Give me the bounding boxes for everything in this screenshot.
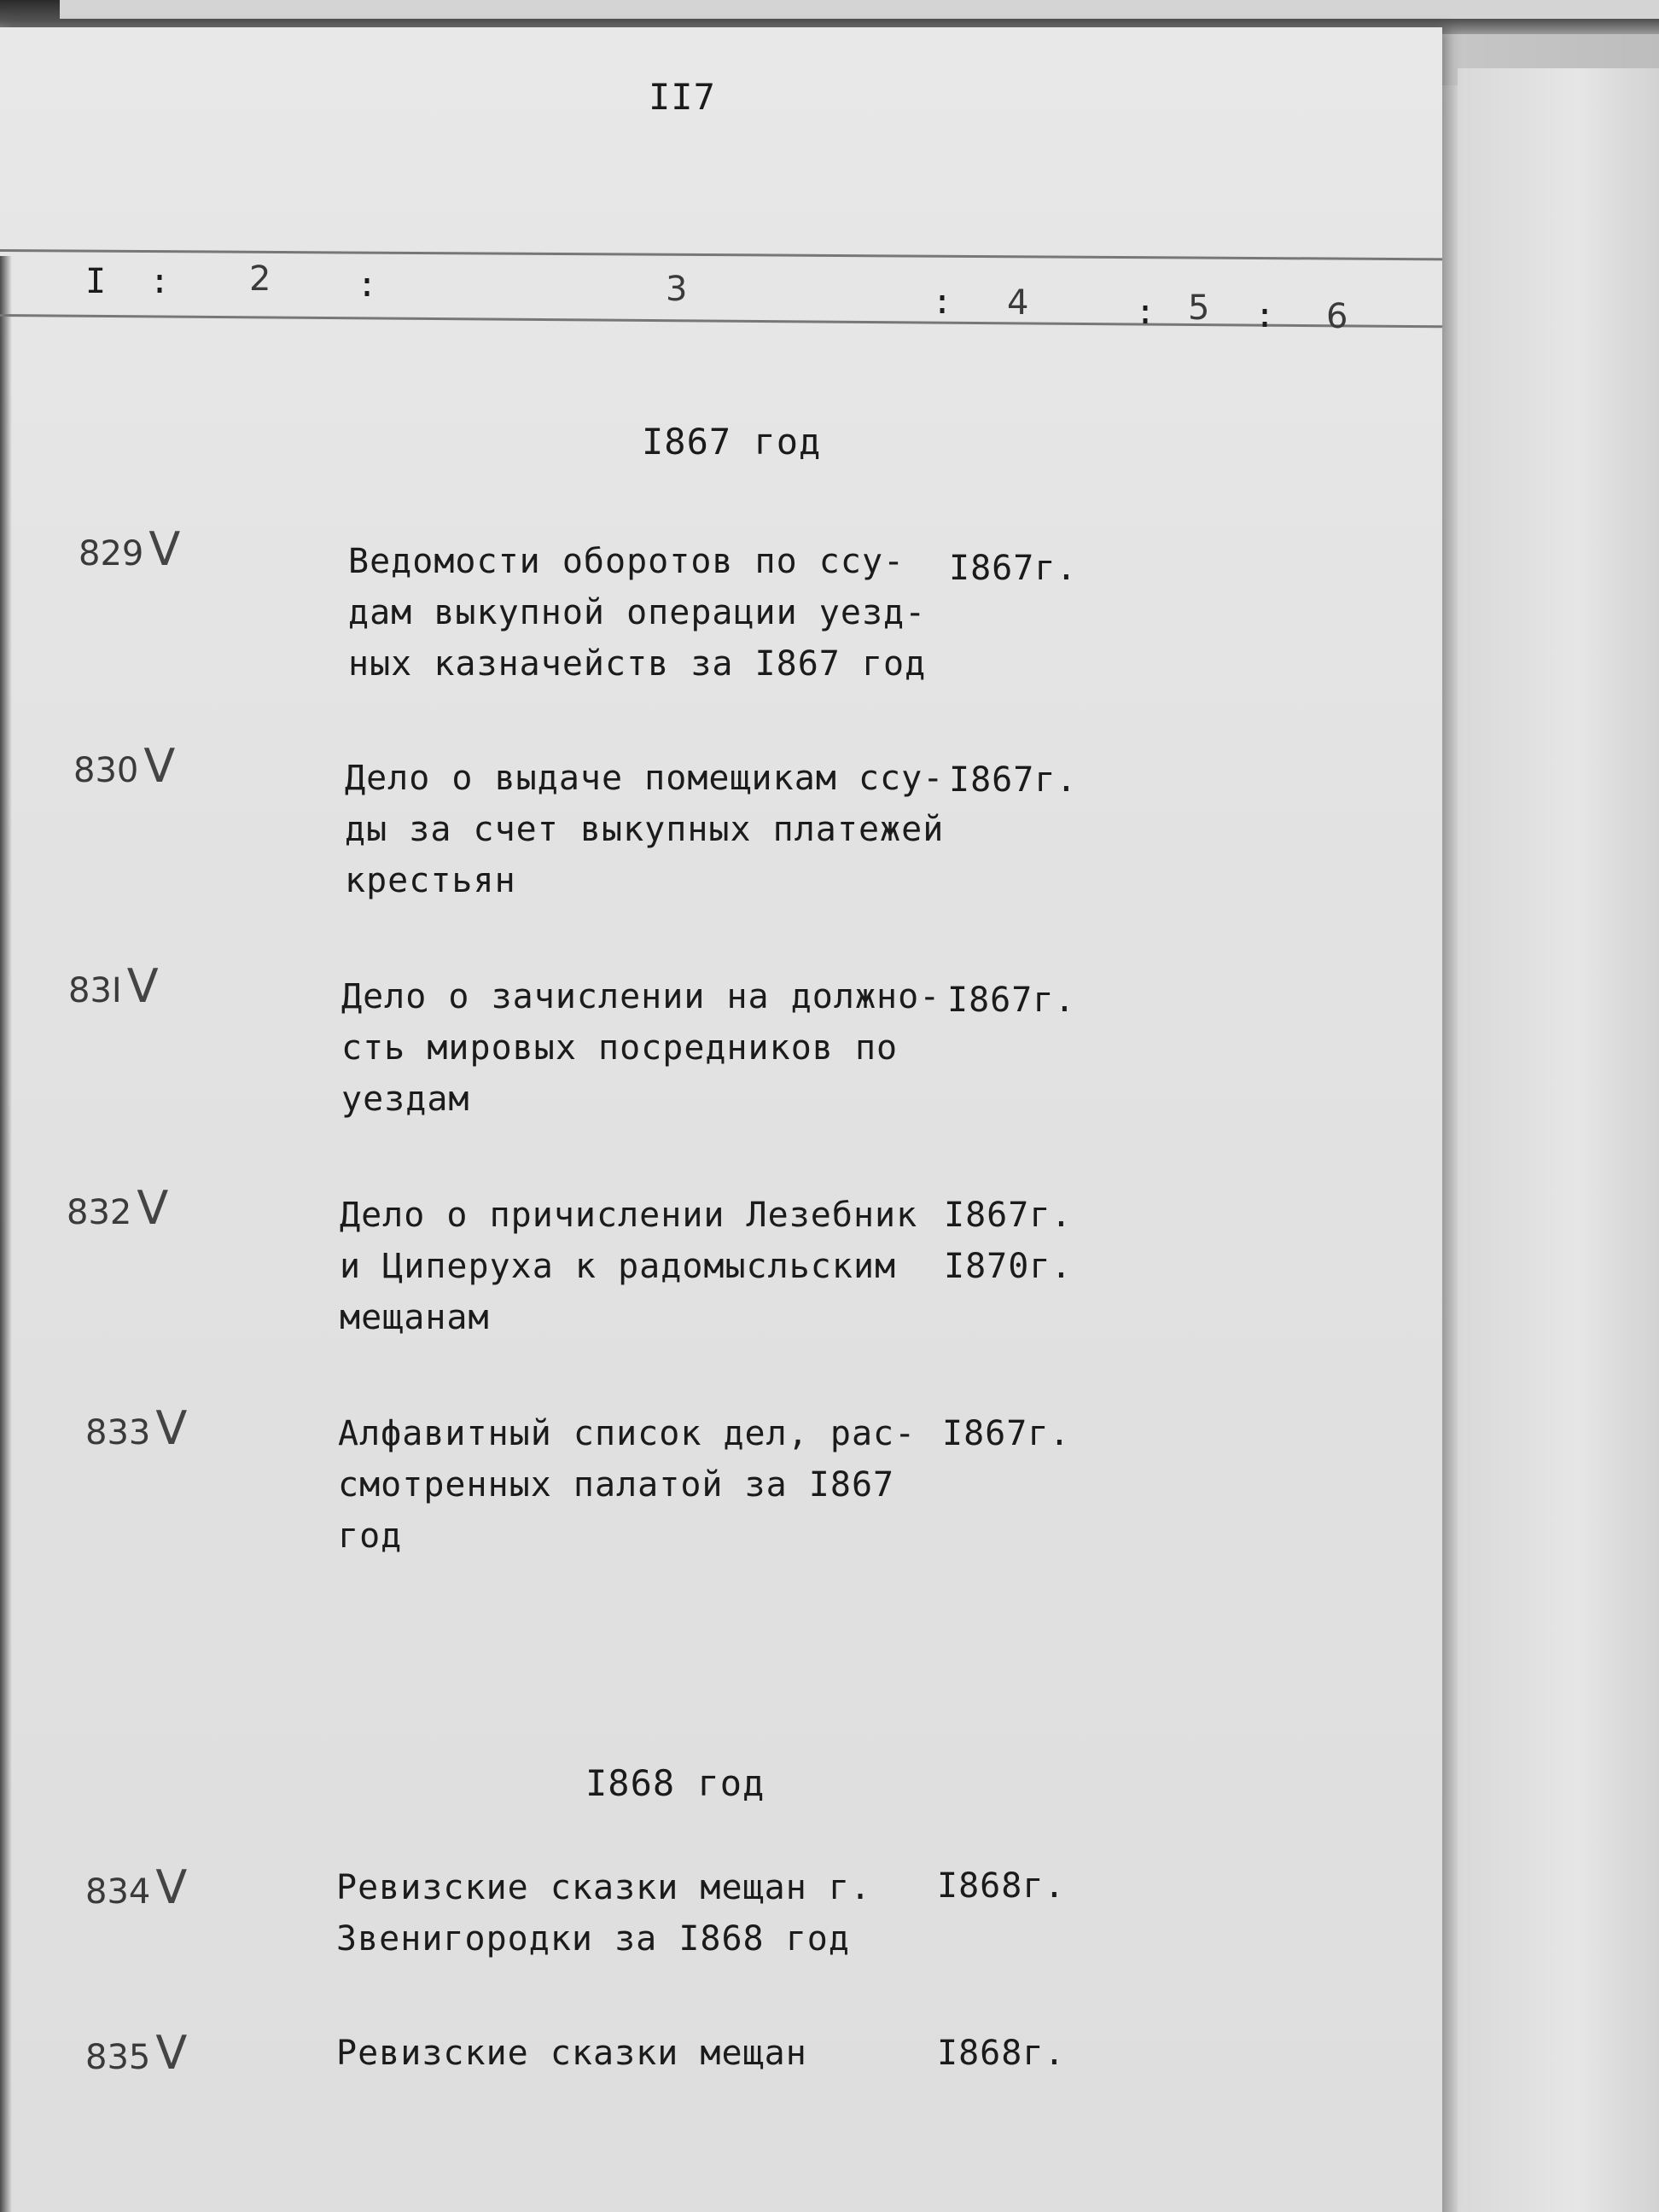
entry-date-830: I867г. xyxy=(949,760,1078,800)
col-4: 4 xyxy=(1007,283,1029,323)
entry-desc-832: Дело о причислении Лезебник и Циперуха к радомысльским мещанам xyxy=(340,1196,918,1337)
col-sep-4: : xyxy=(1135,293,1157,332)
entry-desc-829: Ведомости оборотов по ссу- дам выкупной операции уезд- ных казначейств за I867 год xyxy=(348,542,927,684)
entry-desc-833: Алфавитный список дел, рас- смотренных палатой за I867 год xyxy=(338,1414,917,1556)
page-number: II7 xyxy=(649,76,716,118)
col-sep-3: : xyxy=(932,282,954,322)
entry-number-830: 830 V xyxy=(73,739,176,793)
col-sep-5: : xyxy=(1254,296,1277,335)
col-1: I xyxy=(85,262,108,301)
col-sep-2: : xyxy=(357,265,379,305)
entry-number-831: 83I V xyxy=(68,959,159,1013)
check-mark-icon: V xyxy=(155,2026,188,2080)
col-5: 5 xyxy=(1188,288,1210,328)
col-sep-1: : xyxy=(149,262,172,301)
col-3: 3 xyxy=(666,270,688,309)
underlying-page xyxy=(1458,68,1659,2212)
entry-desc-831: Дело о зачислении на должно- сть мировых посредников по уездам xyxy=(341,977,941,1119)
entry-desc-830: Дело о выдаче помещикам ссу- ды за счет выкупных платежей крестьян xyxy=(345,759,945,900)
page-edge xyxy=(1442,85,1458,2212)
entry-desc-834: Ревизские сказки мещан г. Звенигородки за I868 год xyxy=(336,1868,872,1959)
section-heading-1867: I867 год xyxy=(642,421,822,463)
left-shadow xyxy=(0,256,12,2212)
entry-number-829: 829 V xyxy=(79,522,181,576)
check-mark-icon: V xyxy=(155,1860,188,1914)
entry-number-833: 833 V xyxy=(85,1401,188,1455)
entry-desc-835: Ревизские сказки мещан xyxy=(336,2034,807,2073)
col-6: 6 xyxy=(1326,297,1348,336)
col-2: 2 xyxy=(249,259,271,299)
entry-date-834: I868г. xyxy=(937,1866,1066,1906)
entry-date-831: I867г. xyxy=(947,981,1076,1020)
entry-date-833: I867г. xyxy=(942,1414,1071,1453)
check-mark-icon: V xyxy=(148,522,181,576)
entry-number-834: 834 V xyxy=(85,1860,188,1914)
check-mark-icon: V xyxy=(137,1181,169,1235)
check-mark-icon: V xyxy=(143,739,176,793)
entry-date-835: I868г. xyxy=(937,2034,1066,2073)
check-mark-icon: V xyxy=(126,959,159,1013)
check-mark-icon: V xyxy=(155,1401,188,1455)
top-paper-edge xyxy=(60,0,1659,19)
entry-dates-832: I867г. I870г. xyxy=(944,1196,1073,1286)
entry-number-835: 835 V xyxy=(85,2026,188,2080)
section-heading-1868: I868 год xyxy=(585,1762,765,1804)
entry-number-832: 832 V xyxy=(67,1181,169,1235)
entry-date-829: I867г. xyxy=(949,549,1078,588)
